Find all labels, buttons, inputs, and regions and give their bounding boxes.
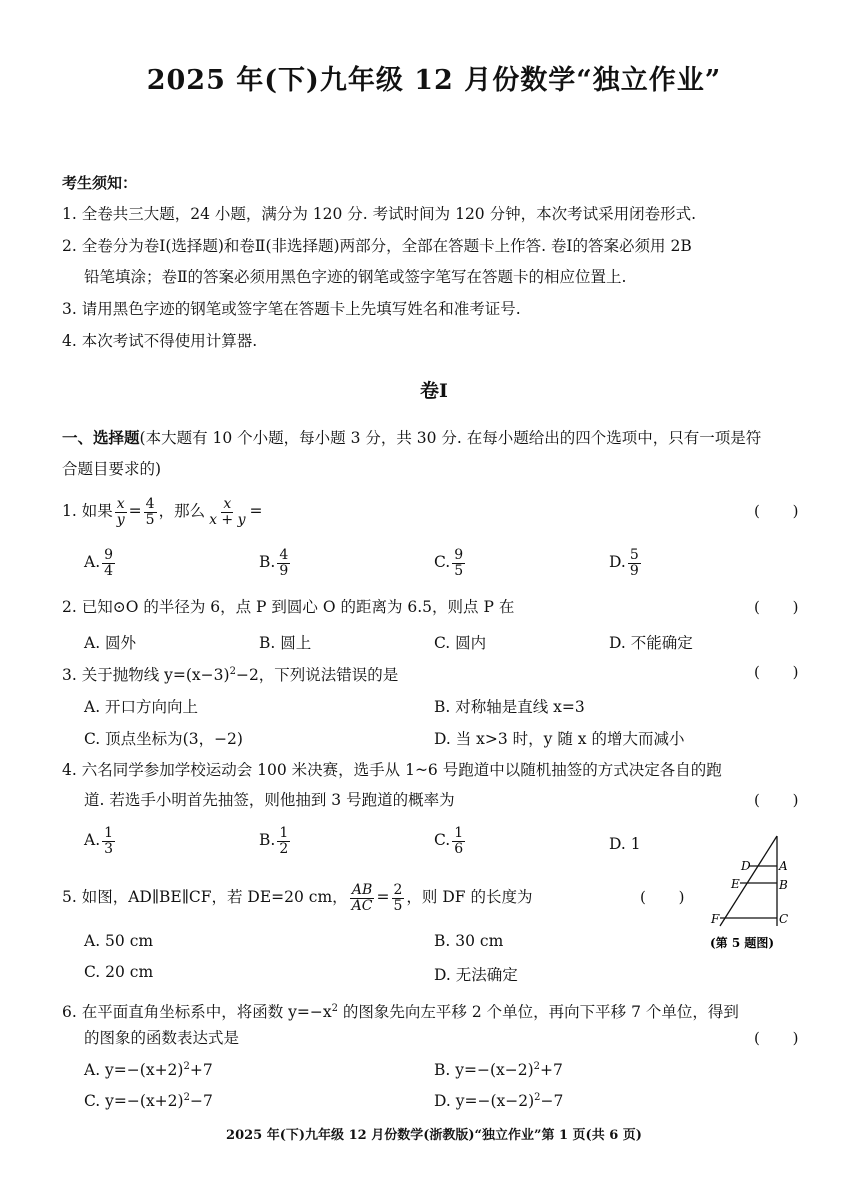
figure-label: D xyxy=(741,859,751,873)
fraction: $\frac{x}{y}$ xyxy=(116,495,125,528)
notice-item: 4. 本次考试不得使用计算器. xyxy=(62,332,258,350)
q1-option-d: D. $\frac{5}{9}$ xyxy=(609,547,639,579)
question-1-stem: 1. 如果 $\frac{x}{y}$ = $\frac{4}{5}$ ，那么 $\frac{x}{x + y}$ = xyxy=(62,495,263,528)
q4-option-a: A. $\frac{1}{3}$ xyxy=(84,825,114,857)
question-4-stem-2: 道. 若选手小明首先抽签，则他抽到 3 号跑道的概率为 xyxy=(84,791,455,809)
notice-item: 1. 全卷共三大题，24 小题，满分为 120 分. 考试时间为 120 分钟，本次考试采用闭卷形式. xyxy=(62,205,697,223)
q6-option-a: A. $y=-(x+2)^2+7$ xyxy=(84,1061,213,1080)
notice-heading: 考生须知： xyxy=(62,174,138,192)
part1-heading: 一、选择题 xyxy=(62,428,140,447)
page-title: 2025 年(下)九年级 12 月份数学“独立作业” xyxy=(146,65,722,96)
q1-option-b: B. $\frac{4}{9}$ xyxy=(259,547,289,579)
question-3-stem: 3. 关于抛物线 $y=(x-3)^2-2$，下列说法错误的是 xyxy=(62,666,399,685)
q2-option-a: A. 圆外 xyxy=(84,634,137,652)
q5-option-c: C. 20 cm xyxy=(84,963,154,981)
notice-item: 2. 全卷分为卷Ⅰ(选择题)和卷Ⅱ(非选择题)两部分，全部在答题卡上作答. 卷Ⅰ的答案必须用 2B xyxy=(62,237,692,255)
q3-option-b: B. 对称轴是直线 x=3 xyxy=(434,698,585,716)
question-4-stem: 4. 六名同学参加学校运动会 100 米决赛，选手从 1~6 号跑道中以随机抽签的方式决定各自的跑 xyxy=(62,761,722,779)
fraction: $\frac{4}{5}$ xyxy=(145,495,155,528)
q3-option-c: C. 顶点坐标为(3，−2) xyxy=(84,730,243,748)
answer-paren: ( ) xyxy=(754,663,813,681)
q2-option-b: B. 圆上 xyxy=(259,634,312,652)
answer-paren: ( ) xyxy=(754,1029,813,1047)
figure-label: A xyxy=(779,859,788,873)
part1-desc-2: 合题目要求的) xyxy=(62,460,162,478)
q1-option-c: C. $\frac{9}{5}$ xyxy=(434,547,464,579)
q4-option-b: B. $\frac{1}{2}$ xyxy=(259,825,289,857)
q3-option-a: A. 开口方向向上 xyxy=(84,698,199,716)
q5-figure xyxy=(700,828,820,958)
q3-option-d: D. 当 x>3 时，y 随 x 的增大而减小 xyxy=(434,730,685,748)
question-6-stem: 6. 在平面直角坐标系中，将函数 $y=-x^2$ 的图象先向左平移 2 个单位，再向下平移 7 个单位，得到 xyxy=(62,1003,739,1022)
q6-option-c: C. $y=-(x+2)^2-7$ xyxy=(84,1092,213,1111)
section-title: 卷Ⅰ xyxy=(420,380,448,402)
figure-label: E xyxy=(731,877,740,891)
q1-text: 1. 如果 xyxy=(62,502,113,520)
figure-label: B xyxy=(779,878,788,892)
q4-option-c: C. $\frac{1}{6}$ xyxy=(434,825,464,857)
question-5-stem: 5. 如图，AD∥BE∥CF，若 DE=20 cm， $\frac{AB}{AC}$ = $\frac{2}{5}$ ，则 DF 的长度为 xyxy=(62,881,533,914)
q6-option-d: D. $y=-(x-2)^2-7$ xyxy=(434,1092,564,1111)
answer-paren: ( ) xyxy=(754,502,813,520)
part1-heading-line xyxy=(62,423,761,453)
notice-item: 3. 请用黑色字迹的钢笔或签字笔在答题卡上先填写姓名和准考证号. xyxy=(62,300,521,318)
q2-option-c: C. 圆内 xyxy=(434,634,487,652)
q5-option-b: B. 30 cm xyxy=(434,932,504,950)
fraction: $\frac{x}{x + y}$ xyxy=(209,495,246,528)
answer-paren: ( ) xyxy=(754,598,813,616)
answer-paren: ( ) xyxy=(754,791,813,809)
notice-item: 铅笔填涂；卷Ⅱ的答案必须用黑色字迹的钢笔或签字笔写在答题卡的相应位置上. xyxy=(84,268,627,286)
q2-option-d: D. 不能确定 xyxy=(609,634,693,652)
q6-option-b: B. $y=-(x-2)^2+7$ xyxy=(434,1061,563,1080)
question-2-stem: 2. 已知⊙O 的半径为 6，点 P 到圆心 O 的距离为 6.5，则点 P 在 xyxy=(62,598,515,616)
q1-option-a: A. $\frac{9}{4}$ xyxy=(84,547,114,579)
figure-label: F xyxy=(711,912,720,926)
q4-option-d: D. 1 xyxy=(609,835,641,853)
question-6-stem-2: 的图象的函数表达式是 xyxy=(84,1029,240,1047)
answer-paren: ( ) xyxy=(640,888,699,906)
figure-line xyxy=(720,836,777,926)
figure-caption: (第 5 题图) xyxy=(710,936,775,950)
q5-option-a: A. 50 cm xyxy=(84,932,154,950)
q5-option-d: D. 无法确定 xyxy=(434,966,518,984)
figure-label: C xyxy=(779,912,789,926)
page-footer: 2025 年(下)九年级 12 月份数学(浙教版)“独立作业”第 1 页(共 6 页) xyxy=(226,1128,642,1143)
part1-desc: (本大题有 10 个小题，每小题 3 分，共 30 分. 在每小题给出的四个选项中，只有一项是符 xyxy=(139,429,762,447)
